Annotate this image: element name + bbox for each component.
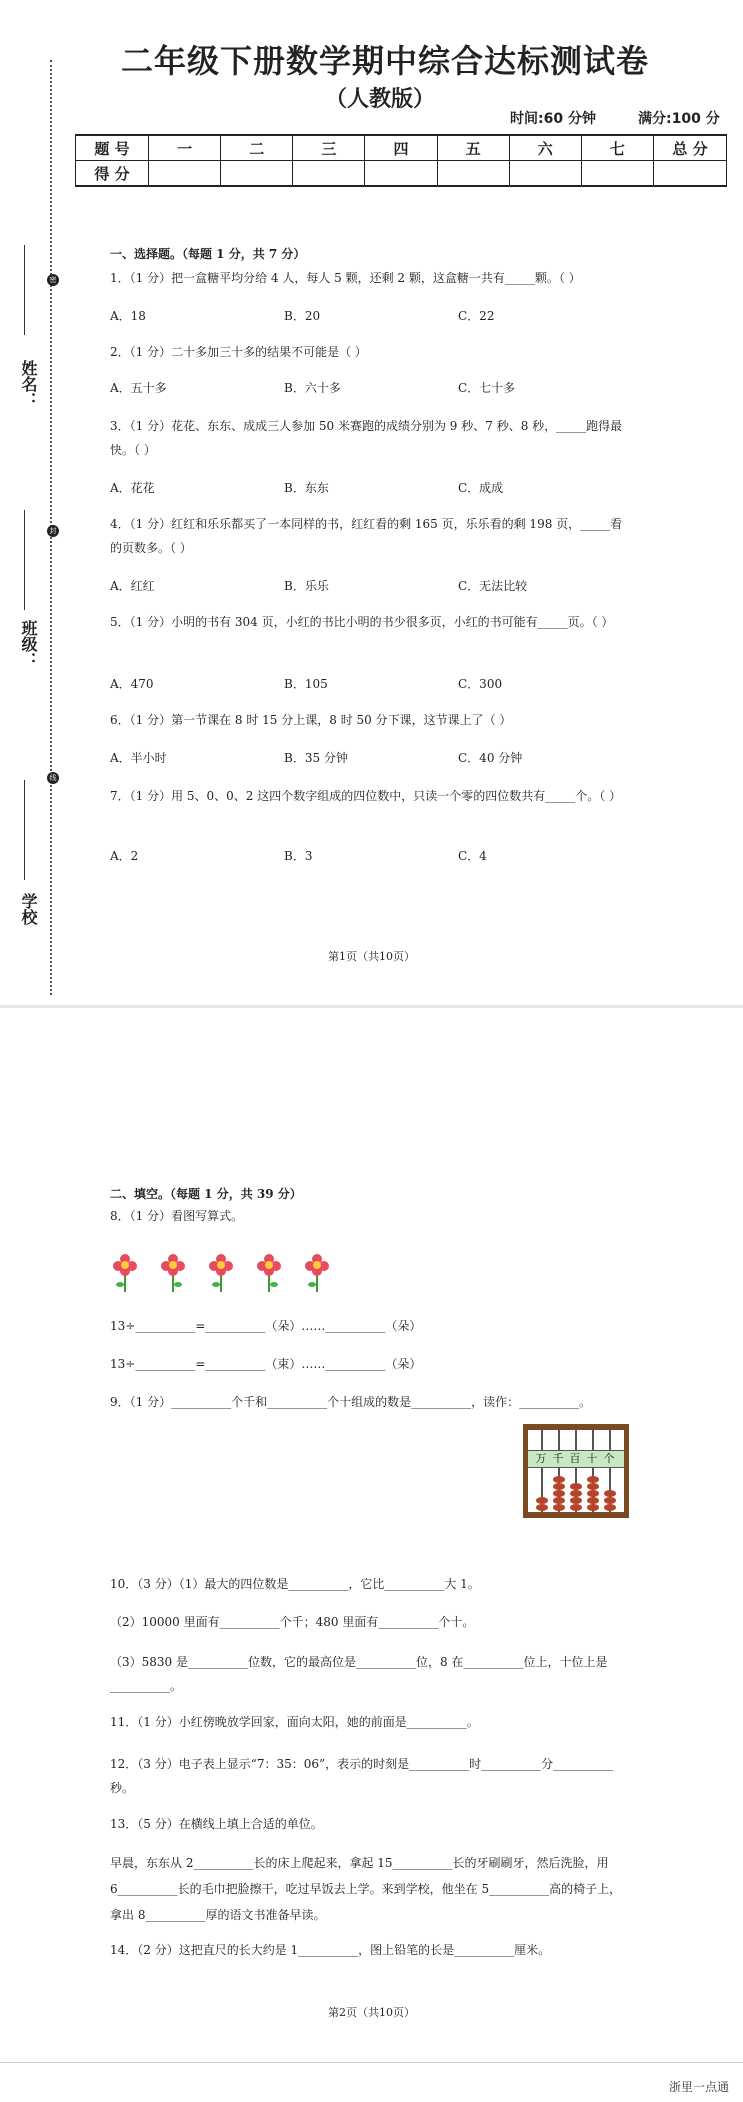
score-header-cell: 三: [293, 135, 365, 161]
option-b[interactable]: B．六十多: [284, 381, 341, 395]
score-cell[interactable]: [221, 161, 293, 187]
page-1-footer: 第1页（共10页）: [328, 950, 415, 963]
score-cell[interactable]: [149, 161, 221, 187]
section-fill-in: [110, 1184, 630, 1984]
option-c[interactable]: C．22: [458, 309, 495, 323]
option-a[interactable]: A．红红: [110, 579, 155, 593]
exam-full-score: 满分:100 分: [638, 111, 720, 127]
score-header-cell: 五: [437, 135, 509, 161]
option-a[interactable]: A．半小时: [110, 751, 167, 765]
score-cell[interactable]: [437, 161, 509, 187]
abacus-bead: [587, 1497, 599, 1504]
score-header-cell: 六: [509, 135, 581, 161]
abacus-bead: [587, 1490, 599, 1497]
question-1: 1．（1 分）把一盒糖平均分给 4 人，每人 5 颗，还剩 2 颗，这盒糖一共有_____颗。（ ）: [110, 271, 581, 285]
score-cell[interactable]: [293, 161, 365, 187]
option-b[interactable]: B．3: [284, 849, 313, 863]
flowers-picture: [110, 1252, 340, 1294]
question-13-text: 早晨，东东从 2__________长的床上爬起来，拿起 15__________长的牙刷刷牙，然后洗脸，用 6__________长的毛巾把脸擦干，吃过早饭去上学。来到学校，他坐在 5__________高的椅子上，拿出 8__________厚的语文书准备早读。: [110, 1856, 622, 1922]
question-10-part-1: 10．（3 分）（1）最大的四位数是__________，它比__________大 1。: [110, 1577, 480, 1591]
score-row-label: 得 分: [76, 161, 149, 187]
abacus-label-bai: 百: [569, 1452, 581, 1465]
score-cell[interactable]: [365, 161, 437, 187]
score-cell[interactable]: [509, 161, 581, 187]
abacus-place-labels: [528, 1450, 624, 1468]
score-cell[interactable]: [581, 161, 653, 187]
section-1-title: 一、选择题。（每题 1 分，共 7 分）: [110, 247, 306, 261]
option-c[interactable]: C．无法比较: [458, 579, 528, 593]
option-b[interactable]: B．105: [284, 677, 328, 691]
option-b[interactable]: B．20: [284, 309, 321, 323]
exam-page-2: [0, 1008, 743, 2062]
question-8-line-1: 13÷__________=__________（朵）……__________（朵）: [110, 1319, 422, 1333]
abacus-bead: [553, 1497, 565, 1504]
question-3-options: [110, 478, 630, 498]
exam-subtitle: （人教版）: [324, 87, 435, 112]
exam-title: 二年级下册数学期中综合达标测试卷: [120, 42, 649, 80]
option-a[interactable]: A．五十多: [110, 381, 167, 395]
question-10-part-3: （3）5830 是__________位数，它的最高位是__________位，8 在__________位上，十位上是__________。: [110, 1655, 608, 1693]
name-underline: [24, 245, 25, 335]
option-a[interactable]: A．470: [110, 677, 154, 691]
flower-icon: [206, 1252, 236, 1294]
abacus-bead: [536, 1497, 548, 1504]
abacus-label-ge: 个: [603, 1452, 615, 1465]
question-6: 6．（1 分）第一节课在 8 时 15 分上课，8 时 50 分下课，这节课上了（ ）: [110, 713, 512, 727]
option-c[interactable]: C．300: [458, 677, 503, 691]
abacus-label-qian: 千: [552, 1452, 564, 1465]
option-c[interactable]: C．40 分钟: [458, 751, 523, 765]
abacus-bead: [553, 1476, 565, 1483]
seal-mark-feng: 封: [47, 525, 59, 537]
abacus-label-shi: 十: [586, 1452, 598, 1465]
question-12: 12．（3 分）电子表上显示“7：35：06”，表示的时刻是__________时__________分__________秒。: [110, 1757, 614, 1795]
option-c[interactable]: C．4: [458, 849, 487, 863]
abacus-bead: [570, 1497, 582, 1504]
option-c[interactable]: C．七十多: [458, 381, 516, 395]
seal-mark-xian: 线: [47, 772, 59, 784]
score-header-cell: 一: [149, 135, 221, 161]
option-b[interactable]: B．东东: [284, 481, 329, 495]
abacus-bead: [604, 1490, 616, 1497]
question-13: 13．（5 分）在横线上填上合适的单位。: [110, 1817, 323, 1831]
flower-icon: [254, 1252, 284, 1294]
option-a[interactable]: A．18: [110, 309, 146, 323]
question-1-options: [110, 306, 630, 326]
abacus-bead: [587, 1504, 599, 1511]
question-10-part-2: （2）10000 里面有__________个千；480 里面有__________个十。: [110, 1615, 475, 1629]
option-c[interactable]: C．成成: [458, 481, 504, 495]
abacus-bead: [587, 1476, 599, 1483]
question-8-line-2: 13÷__________=__________（束）……__________（朵）: [110, 1357, 422, 1371]
abacus-bead: [570, 1504, 582, 1511]
abacus-bead: [536, 1504, 548, 1511]
class-underline: [24, 510, 25, 610]
name-label: 姓名：: [19, 360, 38, 408]
flower-icon: [110, 1252, 140, 1294]
question-8: 8．（1 分）看图写算式。: [110, 1209, 244, 1223]
question-5: 5．（1 分）小明的书有 304 页，小红的书比小明的书少很多页，小红的书可能有_____页。（ ）: [110, 615, 614, 629]
option-b[interactable]: B．35 分钟: [284, 751, 348, 765]
abacus-bead: [570, 1483, 582, 1490]
question-9: 9．（1 分）__________个千和__________个十组成的数是__________，读作：__________。: [110, 1395, 592, 1409]
question-5-options: [110, 674, 630, 694]
score-header-cell: 七: [581, 135, 653, 161]
question-6-options: [110, 748, 630, 768]
watermark-text: 浙里一点通: [668, 2080, 729, 2094]
school-label: 学校: [19, 893, 38, 925]
question-7: 7．（1 分）用 5、0、0、2 这四个数字组成的四位数中，只读一个零的四位数共有_____个。（ ）: [110, 789, 622, 803]
abacus-bead: [553, 1483, 565, 1490]
score-header-cell: 四: [365, 135, 437, 161]
score-header-cell: 二: [221, 135, 293, 161]
school-underline: [24, 780, 25, 880]
question-4: 4．（1 分）红红和乐乐都买了一本同样的书，红红看的剩 165 页，乐乐看的剩 198 页，_____看的页数多。（ ）: [110, 517, 623, 555]
question-7-options: [110, 846, 630, 866]
abacus-bead: [604, 1504, 616, 1511]
exam-page-1: [0, 0, 743, 1005]
exam-time: 时间:60 分钟: [510, 111, 596, 127]
abacus-label-wan: 万: [535, 1452, 547, 1465]
question-11: 11．（1 分）小红傍晚放学回家，面向太阳，她的前面是__________。: [110, 1715, 479, 1729]
flower-icon: [302, 1252, 332, 1294]
question-14: 14．（2 分）这把直尺的长大约是 1__________，图上铅笔的长是__________厘米。: [110, 1943, 551, 1957]
question-2: 2．（1 分）二十多加三十多的结果不可能是（ ）: [110, 345, 367, 359]
abacus-bead: [604, 1497, 616, 1504]
option-a[interactable]: A．花花: [110, 481, 155, 495]
score-table-score-row: [76, 161, 727, 187]
abacus-bead: [553, 1490, 565, 1497]
score-header-cell: 题 号: [76, 135, 149, 161]
section-2-title: 二、填空。（每题 1 分，共 39 分）: [110, 1187, 302, 1201]
page-separator: [0, 2062, 743, 2063]
class-label: 班级：: [19, 620, 38, 668]
score-table: [75, 134, 727, 187]
section-choice: [110, 244, 630, 884]
score-header-cell: 总 分: [654, 135, 727, 161]
option-a[interactable]: A．2: [110, 849, 139, 863]
abacus-picture: [523, 1424, 629, 1518]
flower-icon: [158, 1252, 188, 1294]
option-b[interactable]: B．乐乐: [284, 579, 329, 593]
page-2-footer: 第2页（共10页）: [328, 2006, 415, 2019]
question-4-options: [110, 576, 630, 596]
score-cell[interactable]: [654, 161, 727, 187]
seal-mark-mi: 密: [47, 274, 59, 286]
abacus-bead: [587, 1483, 599, 1490]
score-table-header-row: [76, 135, 727, 161]
question-2-options: [110, 378, 630, 398]
question-3: 3．（1 分）花花、东东、成成三人参加 50 米赛跑的成绩分别为 9 秒、7 秒、8 秒，_____跑得最快。（ ）: [110, 419, 623, 457]
abacus-bead: [553, 1504, 565, 1511]
abacus-bead: [570, 1490, 582, 1497]
